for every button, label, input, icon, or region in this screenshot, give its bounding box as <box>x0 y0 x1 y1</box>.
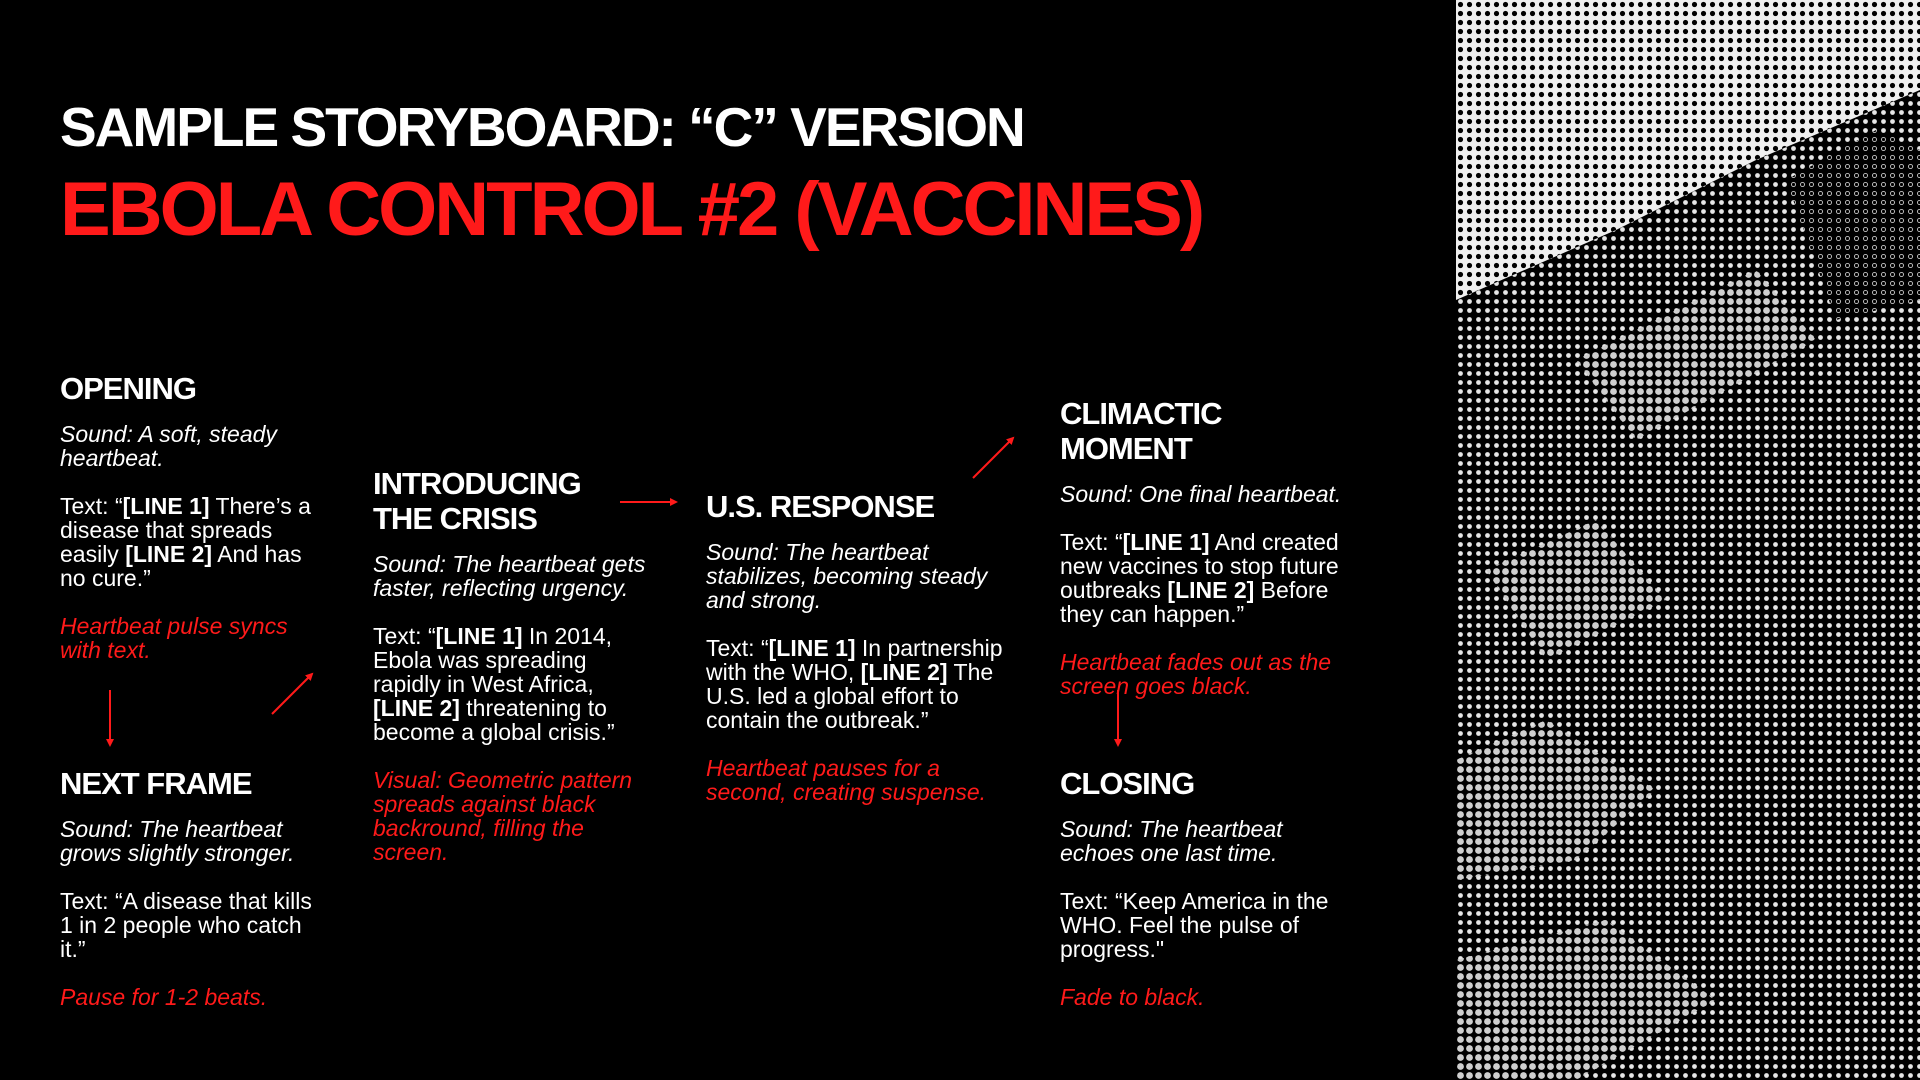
direction-note: Heartbeat pulse syncs with text. <box>60 613 288 663</box>
line1-tag: [LINE 1] <box>768 635 856 661</box>
line2-text: Before they can happen.” <box>1060 577 1329 627</box>
line2-tag: [LINE 2] <box>1167 577 1255 603</box>
sound-note: Sound: The heartbeat stabilizes, becoming steady and strong. <box>706 539 988 613</box>
script-text: Text: “Keep America in the WHO. Feel the pulse of progress." <box>1060 888 1329 962</box>
script-text: Text: “A disease that kills 1 in 2 people who catch it.” <box>60 888 312 962</box>
text-prefix: Text: “ <box>373 623 436 649</box>
line1-tag: [LINE 1] <box>1122 529 1210 555</box>
line2-text: And has no cure.” <box>60 541 302 591</box>
line1-tag: [LINE 1] <box>122 493 210 519</box>
frame-heading: INTRODUCING THE CRISIS <box>373 466 581 536</box>
line2-tag: [LINE 2] <box>373 695 460 721</box>
direction-note: Pause for 1-2 beats. <box>60 984 268 1010</box>
direction-note: Heartbeat pauses for a second, creating suspense. <box>706 755 987 805</box>
direction-note: Heartbeat fades out as the screen goes black. <box>1060 649 1332 699</box>
sound-note: Sound: One final heartbeat. <box>1060 481 1342 507</box>
frame-heading: CLIMACTIC MOMENT <box>1060 396 1222 466</box>
line2-text: The U.S. led a global effort to contain the outbreak.” <box>706 659 994 733</box>
halftone-photo <box>1456 0 1920 1080</box>
direction-note: Visual: Geometric pattern spreads against black backround, filling the screen. <box>373 767 633 865</box>
direction-note: Fade to black. <box>1060 984 1205 1010</box>
line1-tag: [LINE 1] <box>435 623 523 649</box>
line2-tag: [LINE 2] <box>860 659 948 685</box>
arrow-up-right-icon <box>272 674 312 714</box>
line1-text: In partnership with the WHO, <box>706 635 1003 685</box>
page-subtitle: EBOLA CONTROL #2 (VACCINES) <box>60 167 1203 252</box>
frame-heading: OPENING <box>60 371 196 406</box>
line2-text: threatening to become a global crisis.” <box>373 695 615 745</box>
line1-text: There’s a disease that spreads easily <box>60 493 311 567</box>
page-title: SAMPLE STORYBOARD: “C” VERSION <box>60 96 1024 158</box>
sound-note: Sound: A soft, steady heartbeat. <box>60 421 277 471</box>
sound-note: Sound: The heartbeat echoes one last time. <box>1060 816 1283 866</box>
frame-heading: CLOSING <box>1060 766 1195 801</box>
text-prefix: Text: “ <box>1060 529 1123 555</box>
line1-text: And created new vaccines to stop future outbreaks <box>1060 529 1339 603</box>
frame-heading: U.S. RESPONSE <box>706 489 935 524</box>
sound-note: Sound: The heartbeat gets faster, reflecting urgency. <box>373 551 646 601</box>
arrow-up-right-icon <box>973 438 1013 478</box>
frame-heading: NEXT FRAME <box>60 766 252 801</box>
text-prefix: Text: “ <box>706 635 769 661</box>
line1-text: In 2014, Ebola was spreading rapidly in West Africa, <box>373 623 613 697</box>
text-prefix: Text: “ <box>60 493 123 519</box>
line2-tag: [LINE 2] <box>125 541 213 567</box>
sound-note: Sound: The heartbeat grows slightly stronger. <box>60 816 295 866</box>
